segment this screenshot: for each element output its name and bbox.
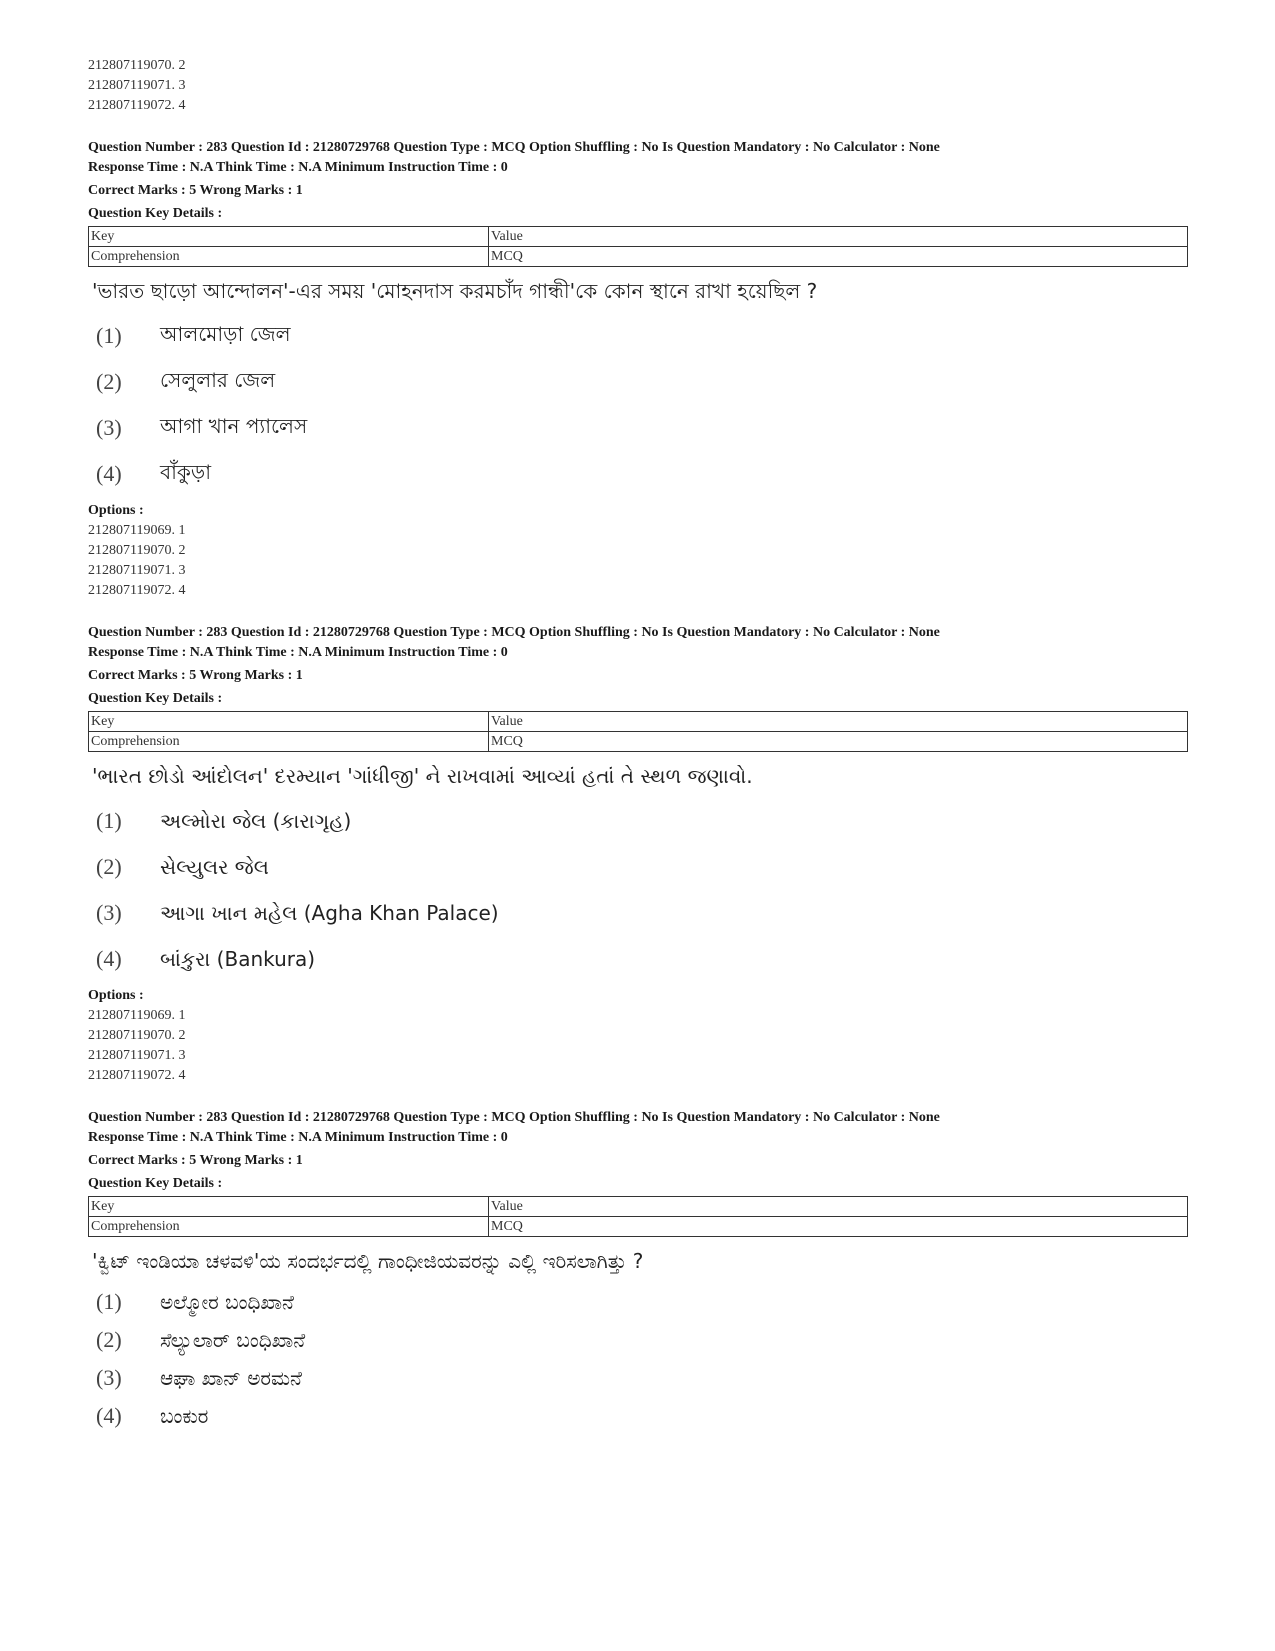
answer-option — [88, 405, 1188, 451]
option-number: (1) — [96, 323, 122, 348]
table-row — [89, 712, 1188, 732]
value-header: Value — [489, 712, 1188, 732]
option-id: 212807119070. 2 — [88, 58, 186, 73]
option-id: 212807119070. 2 — [88, 543, 186, 558]
key-header: Key — [89, 1197, 489, 1217]
option-text: আগা খান প্যালেস — [160, 413, 308, 438]
answer-option — [88, 1321, 1188, 1359]
question-block-kannada — [88, 1108, 1188, 1435]
question-meta — [88, 1108, 1188, 1194]
key-details-label: Question Key Details : — [88, 691, 223, 706]
answer-options — [88, 798, 1188, 982]
key-cell: Comprehension — [89, 247, 489, 267]
question-text: 'ભારત છોડો આંદોલન' દરમ્યાન 'ગાંધીજી' ને રાખવામાં આવ્યાં હતાં તે સ્થળ જણાવો. — [92, 764, 753, 788]
value-cell: MCQ — [489, 247, 1188, 267]
key-details-label: Question Key Details : — [88, 1176, 223, 1191]
option-number: (3) — [96, 415, 122, 440]
option-text: ಬಂಕುರ — [160, 1404, 209, 1428]
option-id: 212807119070. 2 — [88, 1028, 186, 1043]
answer-option — [88, 451, 1188, 497]
option-id: 212807119072. 4 — [88, 583, 186, 598]
answer-option — [88, 359, 1188, 405]
option-text: আলমোড়া জেল — [160, 321, 291, 346]
answer-option — [88, 890, 1188, 936]
answer-option — [88, 1359, 1188, 1397]
meta-line-2: Response Time : N.A Think Time : N.A Minimum Instruction Time : 0 — [88, 1130, 508, 1145]
option-text: આગા ખાન મહેલ (Agha Khan Palace) — [160, 901, 499, 925]
option-text: ಆಘಾ ಖಾನ್ ಅರಮನೆ — [160, 1366, 302, 1390]
answer-option — [88, 1283, 1188, 1321]
value-header: Value — [489, 1197, 1188, 1217]
option-number: (4) — [96, 946, 122, 971]
answer-option — [88, 1397, 1188, 1435]
meta-line-1: Question Number : 283 Question Id : 21280729768 Question Type : MCQ Option Shuffling : No Is Question Mandatory : No Calculator : None — [88, 1110, 940, 1125]
marks-line: Correct Marks : 5 Wrong Marks : 1 — [88, 183, 303, 198]
key-details-table — [88, 226, 1188, 267]
key-details-table — [88, 1196, 1188, 1237]
meta-line-1: Question Number : 283 Question Id : 21280729768 Question Type : MCQ Option Shuffling : No Is Question Mandatory : No Calculator : None — [88, 140, 940, 155]
option-number: (2) — [96, 1327, 122, 1352]
option-id: 212807119069. 1 — [88, 523, 186, 538]
option-number: (3) — [96, 1365, 122, 1390]
option-id: 212807119072. 4 — [88, 98, 186, 113]
key-details-label: Question Key Details : — [88, 206, 223, 221]
option-id: 212807119072. 4 — [88, 1068, 186, 1083]
key-details-table — [88, 711, 1188, 752]
option-number: (2) — [96, 369, 122, 394]
option-id-list — [88, 1006, 1188, 1086]
value-cell: MCQ — [489, 1217, 1188, 1237]
option-number: (4) — [96, 1403, 122, 1428]
option-id: 212807119071. 3 — [88, 78, 186, 93]
option-number: (1) — [96, 1289, 122, 1314]
question-meta — [88, 138, 1188, 224]
key-cell: Comprehension — [89, 732, 489, 752]
option-text: ಸೆಲ್ಯುಲಾರ್ ಬಂಧಿಖಾನೆ — [160, 1328, 306, 1352]
answer-options — [88, 1283, 1188, 1435]
option-number: (1) — [96, 808, 122, 833]
answer-option — [88, 798, 1188, 844]
option-id: 212807119071. 3 — [88, 563, 186, 578]
answer-options — [88, 313, 1188, 497]
option-id-list — [88, 521, 1188, 601]
option-id: 212807119071. 3 — [88, 1048, 186, 1063]
answer-option — [88, 313, 1188, 359]
option-text: সেলুলার জেল — [160, 367, 276, 392]
table-row — [89, 247, 1188, 267]
table-row — [89, 1197, 1188, 1217]
meta-line-2: Response Time : N.A Think Time : N.A Minimum Instruction Time : 0 — [88, 645, 508, 660]
top-option-ids — [88, 56, 1188, 116]
answer-option — [88, 936, 1188, 982]
option-text: বাঁকুড়া — [160, 459, 212, 484]
value-cell: MCQ — [489, 732, 1188, 752]
option-number: (4) — [96, 461, 122, 486]
option-number: (2) — [96, 854, 122, 879]
option-text: સેલ્યુલર જેલ — [160, 855, 269, 879]
options-label: Options : — [88, 988, 144, 1003]
table-row — [89, 227, 1188, 247]
question-meta — [88, 623, 1188, 709]
question-block-gujarati — [88, 623, 1188, 1086]
meta-line-2: Response Time : N.A Think Time : N.A Minimum Instruction Time : 0 — [88, 160, 508, 175]
option-text: ಅಲ್ಮೋರ ಬಂಧಿಖಾನೆ — [160, 1290, 294, 1314]
marks-line: Correct Marks : 5 Wrong Marks : 1 — [88, 668, 303, 683]
option-text: બાંકુરા (Bankura) — [160, 947, 316, 971]
option-text: અલ્મોરા જેલ (કારાગૃહ) — [160, 809, 352, 833]
document-page — [88, 56, 1188, 1435]
table-row — [89, 732, 1188, 752]
key-header: Key — [89, 712, 489, 732]
key-cell: Comprehension — [89, 1217, 489, 1237]
question-text: 'ಕ್ವಿಟ್ ಇಂಡಿಯಾ ಚಳವಳಿ'ಯ ಸಂದರ್ಭದಲ್ಲಿ ಗಾಂಧೀಜಿಯವರನ್ನು ಎಲ್ಲಿ ಇರಿಸಲಾಗಿತ್ತು ? — [92, 1249, 644, 1273]
value-header: Value — [489, 227, 1188, 247]
option-id: 212807119069. 1 — [88, 1008, 186, 1023]
table-row — [89, 1217, 1188, 1237]
marks-line: Correct Marks : 5 Wrong Marks : 1 — [88, 1153, 303, 1168]
option-number: (3) — [96, 900, 122, 925]
key-header: Key — [89, 227, 489, 247]
options-label: Options : — [88, 503, 144, 518]
question-text: 'ভারত ছাড়ো আন্দোলন'-এর সময় 'মোহনদাস করমচাঁদ গান্ধী'কে কোন স্থানে রাখা হয়েছিল ? — [92, 279, 818, 303]
answer-option — [88, 844, 1188, 890]
question-block-bengali — [88, 138, 1188, 601]
meta-line-1: Question Number : 283 Question Id : 21280729768 Question Type : MCQ Option Shuffling : No Is Question Mandatory : No Calculator : None — [88, 625, 940, 640]
